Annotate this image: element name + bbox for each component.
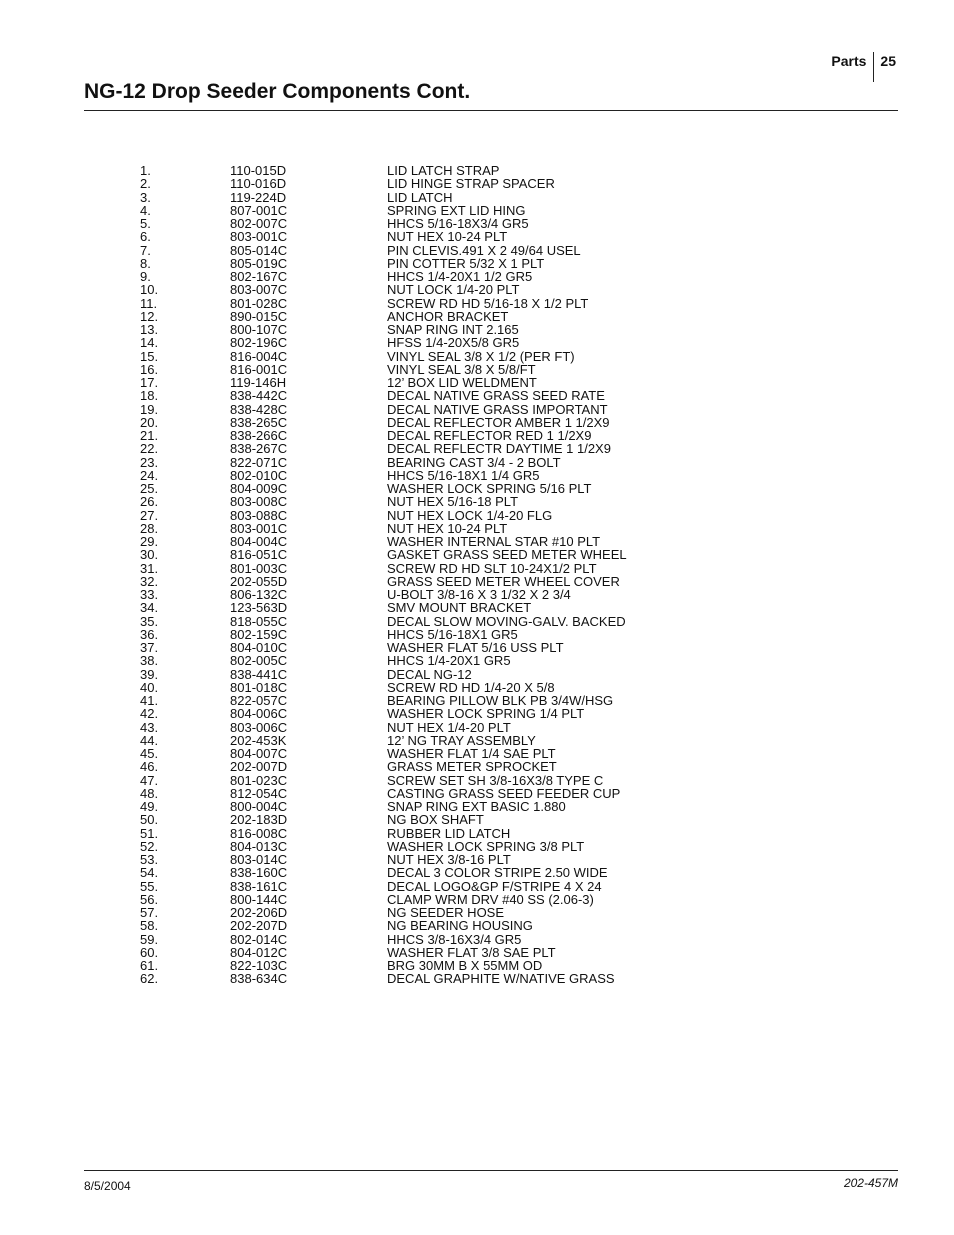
part-description: SNAP RING EXT BASIC 1.880 (387, 799, 566, 814)
item-number: 31. (140, 560, 159, 576)
part-description: NUT HEX 10-24 PLT (387, 520, 508, 536)
part-number: 801-023C (230, 772, 288, 788)
parts-row (140, 615, 840, 628)
item-number: 61. (140, 958, 159, 973)
parts-row (140, 906, 840, 919)
part-description: DECAL REFLECTOR RED 1 1/2X9 (387, 428, 592, 443)
part-description: 12’ BOX LID WELDMENT (387, 375, 537, 390)
page-number: 25 (880, 53, 896, 69)
parts-row (140, 575, 840, 588)
parts-list (140, 164, 840, 986)
part-description: NUT LOCK 1/4-20 PLT (387, 282, 520, 298)
part-number: 804-007C (230, 746, 288, 761)
item-number: 39. (140, 666, 159, 682)
parts-row (140, 946, 840, 959)
item-number: 19. (140, 401, 159, 417)
parts-row (140, 827, 840, 840)
part-description: CLAMP WRM DRV #40 SS (2.06-3) (387, 891, 594, 907)
part-description: DECAL SLOW MOVING-GALV. BACKED (387, 613, 626, 629)
item-number: 48. (140, 785, 159, 801)
part-number: 818-055C (230, 613, 288, 629)
part-description: HHCS 3/8-16X3/4 GR5 (387, 931, 522, 947)
part-description: SCREW SET SH 3/8-16X3/8 TYPE C (387, 772, 604, 788)
item-number: 12. (140, 308, 159, 324)
part-description: WASHER LOCK SPRING 1/4 PLT (387, 706, 585, 722)
part-number: 805-014C (230, 242, 288, 258)
part-description: DECAL 3 COLOR STRIPE 2.50 WIDE (387, 865, 608, 881)
item-number: 7. (140, 242, 151, 258)
item-number: 47. (140, 772, 159, 788)
part-description: NUT HEX 1/4-20 PLT (387, 719, 511, 735)
part-number: 803-007C (230, 282, 288, 298)
part-description: HHCS 5/16-18X1 GR5 (387, 626, 518, 642)
parts-row (140, 760, 840, 773)
parts-row (140, 641, 840, 654)
item-number: 57. (140, 905, 159, 920)
part-description: WASHER FLAT 5/16 USS PLT (387, 640, 564, 655)
part-number: 816-001C (230, 361, 288, 377)
part-description: NUT HEX 3/8-16 PLT (387, 852, 511, 867)
part-number: 202-453K (230, 732, 287, 748)
part-description: VINYL SEAL 3/8 X 1/2 (PER FT) (387, 348, 575, 364)
parts-row (140, 230, 840, 243)
part-number: 804-010C (230, 640, 288, 655)
part-number: 802-007C (230, 216, 288, 231)
item-number: 11. (140, 295, 158, 311)
part-description: BEARING PILLOW BLK PB 3/4W/HSG (387, 693, 614, 708)
part-number: 804-004C (230, 534, 288, 549)
part-number: 202-055D (230, 573, 288, 589)
part-description: LID HINGE STRAP SPACER (387, 176, 555, 192)
parts-row (140, 442, 840, 455)
footer-rule (84, 1170, 898, 1171)
item-number: 60. (140, 944, 159, 960)
parts-row (140, 893, 840, 906)
item-number: 3. (140, 189, 151, 205)
item-number: 50. (140, 812, 159, 828)
parts-row (140, 204, 840, 217)
item-number: 36. (140, 626, 159, 642)
part-description: DECAL REFLECTOR AMBER 1 1/2X9 (387, 414, 610, 430)
parts-row (140, 164, 840, 177)
part-description: SCREW RD HD 5/16-18 X 1/2 PLT (387, 295, 589, 311)
item-number: 51. (140, 825, 159, 841)
part-number: 838-267C (230, 441, 288, 457)
part-description: HHCS 1/4-20X1 GR5 (387, 653, 511, 669)
part-description: HHCS 1/4-20X1 1/2 GR5 (387, 269, 533, 284)
part-description: GRASS SEED METER WHEEL COVER (387, 573, 620, 589)
item-number: 1. (140, 163, 151, 178)
part-number: 802-014C (230, 931, 288, 947)
part-number: 816-051C (230, 547, 288, 563)
item-number: 37. (140, 640, 159, 655)
part-number: 110-015D (230, 163, 287, 178)
parts-row (140, 880, 840, 893)
parts-row (140, 972, 840, 985)
item-number: 44. (140, 732, 159, 748)
part-number: 838-442C (230, 388, 288, 404)
title-rule (84, 110, 898, 111)
item-number: 32. (140, 573, 159, 589)
part-number: 803-008C (230, 494, 288, 510)
parts-row (140, 694, 840, 707)
parts-row (140, 336, 840, 349)
item-number: 13. (140, 322, 159, 337)
parts-row (140, 257, 840, 270)
parts-row (140, 177, 840, 190)
part-number: 802-010C (230, 467, 288, 483)
parts-row (140, 323, 840, 336)
part-number: 803-014C (230, 852, 288, 867)
part-number: 801-028C (230, 295, 288, 311)
part-description: DECAL NG-12 (387, 666, 472, 682)
parts-row (140, 244, 840, 257)
part-number: 803-006C (230, 719, 288, 735)
parts-row (140, 747, 840, 760)
item-number: 29. (140, 534, 159, 549)
parts-row (140, 522, 840, 535)
part-number: 822-103C (230, 958, 288, 973)
parts-row (140, 509, 840, 522)
parts-row (140, 813, 840, 826)
part-number: 804-006C (230, 706, 288, 722)
part-description: PIN CLEVIS.491 X 2 49/64 USEL (387, 242, 581, 258)
part-description: CASTING GRASS SEED FEEDER CUP (387, 785, 621, 801)
part-description: RUBBER LID LATCH (387, 825, 511, 841)
part-number: 803-001C (230, 229, 288, 245)
item-number: 2. (140, 176, 151, 192)
parts-row (140, 601, 840, 614)
part-number: 803-001C (230, 520, 288, 536)
item-number: 28. (140, 520, 159, 536)
section-label: Parts (831, 53, 867, 69)
item-number: 4. (140, 202, 151, 218)
part-description: SMV MOUNT BRACKET (387, 600, 532, 616)
part-number: 838-428C (230, 401, 288, 417)
parts-row (140, 376, 840, 389)
part-description: GRASS METER SPROCKET (387, 759, 557, 775)
item-number: 43. (140, 719, 159, 735)
item-number: 6. (140, 229, 151, 245)
part-number: 123-563D (230, 600, 288, 616)
footer-date: 8/5/2004 (84, 1179, 131, 1193)
part-description: SCREW RD HD 1/4-20 X 5/8 (387, 679, 555, 695)
item-number: 49. (140, 799, 159, 814)
parts-row (140, 562, 840, 575)
item-number: 26. (140, 494, 159, 510)
parts-row (140, 350, 840, 363)
parts-row (140, 297, 840, 310)
part-number: 812-054C (230, 785, 288, 801)
item-number: 34. (140, 600, 159, 616)
item-number: 45. (140, 746, 159, 761)
item-number: 41. (140, 693, 159, 708)
part-description: WASHER FLAT 3/8 SAE PLT (387, 944, 556, 960)
part-number: 800-004C (230, 799, 288, 814)
parts-row (140, 628, 840, 641)
part-description: SCREW RD HD SLT 10-24X1/2 PLT (387, 560, 597, 576)
parts-row (140, 469, 840, 482)
parts-row (140, 866, 840, 879)
part-number: 202-206D (230, 905, 288, 920)
parts-row (140, 734, 840, 747)
item-number: 14. (140, 335, 159, 351)
item-number: 16. (140, 361, 159, 377)
item-number: 25. (140, 481, 159, 496)
parts-row (140, 456, 840, 469)
part-number: 805-019C (230, 255, 288, 271)
item-number: 27. (140, 507, 159, 523)
part-description: ANCHOR BRACKET (387, 308, 509, 324)
parts-row (140, 933, 840, 946)
item-number: 20. (140, 414, 159, 430)
item-number: 55. (140, 878, 159, 894)
parts-row (140, 363, 840, 376)
page-header (831, 52, 896, 82)
part-number: 110-016D (230, 176, 287, 192)
part-description: DECAL REFLECTR DAYTIME 1 1/2X9 (387, 441, 611, 457)
item-number: 53. (140, 852, 159, 867)
parts-row (140, 787, 840, 800)
part-description: DECAL NATIVE GRASS IMPORTANT (387, 401, 608, 417)
item-number: 5. (140, 216, 151, 231)
part-description: HHCS 5/16-18X1 1/4 GR5 (387, 467, 540, 483)
part-number: 806-132C (230, 587, 288, 602)
part-number: 838-634C (230, 971, 288, 987)
parts-row (140, 654, 840, 667)
part-number: 802-159C (230, 626, 288, 642)
item-number: 9. (140, 269, 151, 284)
header-divider (873, 52, 874, 82)
part-number: 807-001C (230, 202, 288, 218)
part-number: 202-207D (230, 918, 288, 934)
footer-doc-number: 202-457M (843, 1176, 898, 1190)
item-number: 15. (140, 348, 159, 364)
part-description: HHCS 5/16-18X3/4 GR5 (387, 216, 529, 231)
part-description: BEARING CAST 3/4 - 2 BOLT (387, 454, 561, 470)
part-number: 202-183D (230, 812, 288, 828)
parts-row (140, 548, 840, 561)
part-description: LID LATCH (387, 189, 453, 205)
parts-row (140, 283, 840, 296)
item-number: 10. (140, 282, 159, 298)
part-description: SNAP RING INT 2.165 (387, 322, 519, 337)
parts-row (140, 681, 840, 694)
part-description: WASHER FLAT 1/4 SAE PLT (387, 746, 556, 761)
part-description: NUT HEX 5/16-18 PLT (387, 494, 519, 510)
part-description: VINYL SEAL 3/8 X 5/8/FT (387, 361, 536, 377)
part-description: GASKET GRASS SEED METER WHEEL (387, 547, 627, 563)
item-number: 22. (140, 441, 159, 457)
parts-row (140, 959, 840, 972)
part-description: DECAL NATIVE GRASS SEED RATE (387, 388, 605, 404)
part-number: 804-012C (230, 944, 288, 960)
item-number: 17. (140, 375, 159, 390)
item-number: 59. (140, 931, 159, 947)
part-number: 802-196C (230, 335, 288, 351)
item-number: 23. (140, 454, 159, 470)
item-number: 56. (140, 891, 159, 907)
part-number: 838-161C (230, 878, 288, 894)
item-number: 42. (140, 706, 159, 722)
parts-row (140, 429, 840, 442)
item-number: 40. (140, 679, 159, 695)
part-description: DECAL LOGO&GP F/STRIPE 4 X 24 (387, 878, 602, 894)
parts-row (140, 707, 840, 720)
parts-row (140, 270, 840, 283)
part-description: WASHER INTERNAL STAR #10 PLT (387, 534, 601, 549)
item-number: 54. (140, 865, 159, 881)
part-number: 119-146H (230, 375, 287, 390)
page-title: NG-12 Drop Seeder Components Cont. (84, 80, 471, 103)
parts-row (140, 721, 840, 734)
parts-row (140, 774, 840, 787)
item-number: 18. (140, 388, 159, 404)
part-description: NUT HEX LOCK 1/4-20 FLG (387, 507, 553, 523)
part-number: 800-144C (230, 891, 288, 907)
part-description: SPRING EXT LID HING (387, 202, 526, 218)
item-number: 38. (140, 653, 159, 669)
part-description: LID LATCH STRAP (387, 163, 500, 178)
part-number: 822-071C (230, 454, 288, 470)
part-number: 802-005C (230, 653, 288, 669)
part-number: 838-160C (230, 865, 288, 881)
item-number: 46. (140, 759, 159, 775)
part-number: 816-004C (230, 348, 288, 364)
part-description: BRG 30MM B X 55MM OD (387, 958, 543, 973)
item-number: 35. (140, 613, 159, 629)
part-number: 801-003C (230, 560, 288, 576)
part-number: 890-015C (230, 308, 288, 324)
part-description: NG SEEDER HOSE (387, 905, 505, 920)
parts-row (140, 588, 840, 601)
item-number: 21. (140, 428, 159, 443)
item-number: 52. (140, 838, 159, 854)
part-number: 800-107C (230, 322, 288, 337)
parts-row (140, 668, 840, 681)
parts-row (140, 217, 840, 230)
part-description: WASHER LOCK SPRING 3/8 PLT (387, 838, 585, 854)
parts-row (140, 191, 840, 204)
item-number: 24. (140, 467, 159, 483)
part-description: DECAL GRAPHITE W/NATIVE GRASS (387, 971, 615, 987)
part-number: 801-018C (230, 679, 288, 695)
parts-row (140, 403, 840, 416)
part-description: NG BOX SHAFT (387, 812, 484, 828)
part-number: 822-057C (230, 693, 288, 708)
part-number: 804-009C (230, 481, 288, 496)
part-description: PIN COTTER 5/32 X 1 PLT (387, 255, 545, 271)
part-number: 838-265C (230, 414, 288, 430)
part-description: 12’ NG TRAY ASSEMBLY (387, 732, 536, 748)
part-number: 816-008C (230, 825, 288, 841)
part-number: 838-441C (230, 666, 288, 682)
parts-row (140, 840, 840, 853)
item-number: 30. (140, 547, 159, 563)
part-number: 804-013C (230, 838, 288, 854)
part-number: 838-266C (230, 428, 288, 443)
part-description: HFSS 1/4-20X5/8 GR5 (387, 335, 520, 351)
part-number: 802-167C (230, 269, 288, 284)
parts-row (140, 495, 840, 508)
part-description: WASHER LOCK SPRING 5/16 PLT (387, 481, 592, 496)
parts-row (140, 310, 840, 323)
parts-row (140, 800, 840, 813)
parts-row (140, 482, 840, 495)
item-number: 58. (140, 918, 159, 934)
parts-row (140, 389, 840, 402)
parts-row (140, 416, 840, 429)
part-number: 119-224D (230, 189, 287, 205)
part-description: U-BOLT 3/8-16 X 3 1/32 X 2 3/4 (387, 587, 571, 602)
part-description: NUT HEX 10-24 PLT (387, 229, 508, 245)
parts-row (140, 853, 840, 866)
part-description: NG BEARING HOUSING (387, 918, 533, 934)
item-number: 62. (140, 971, 159, 987)
part-number: 202-007D (230, 759, 288, 775)
parts-row (140, 535, 840, 548)
part-number: 803-088C (230, 507, 288, 523)
parts-row (140, 919, 840, 932)
item-number: 8. (140, 255, 151, 271)
item-number: 33. (140, 587, 159, 602)
